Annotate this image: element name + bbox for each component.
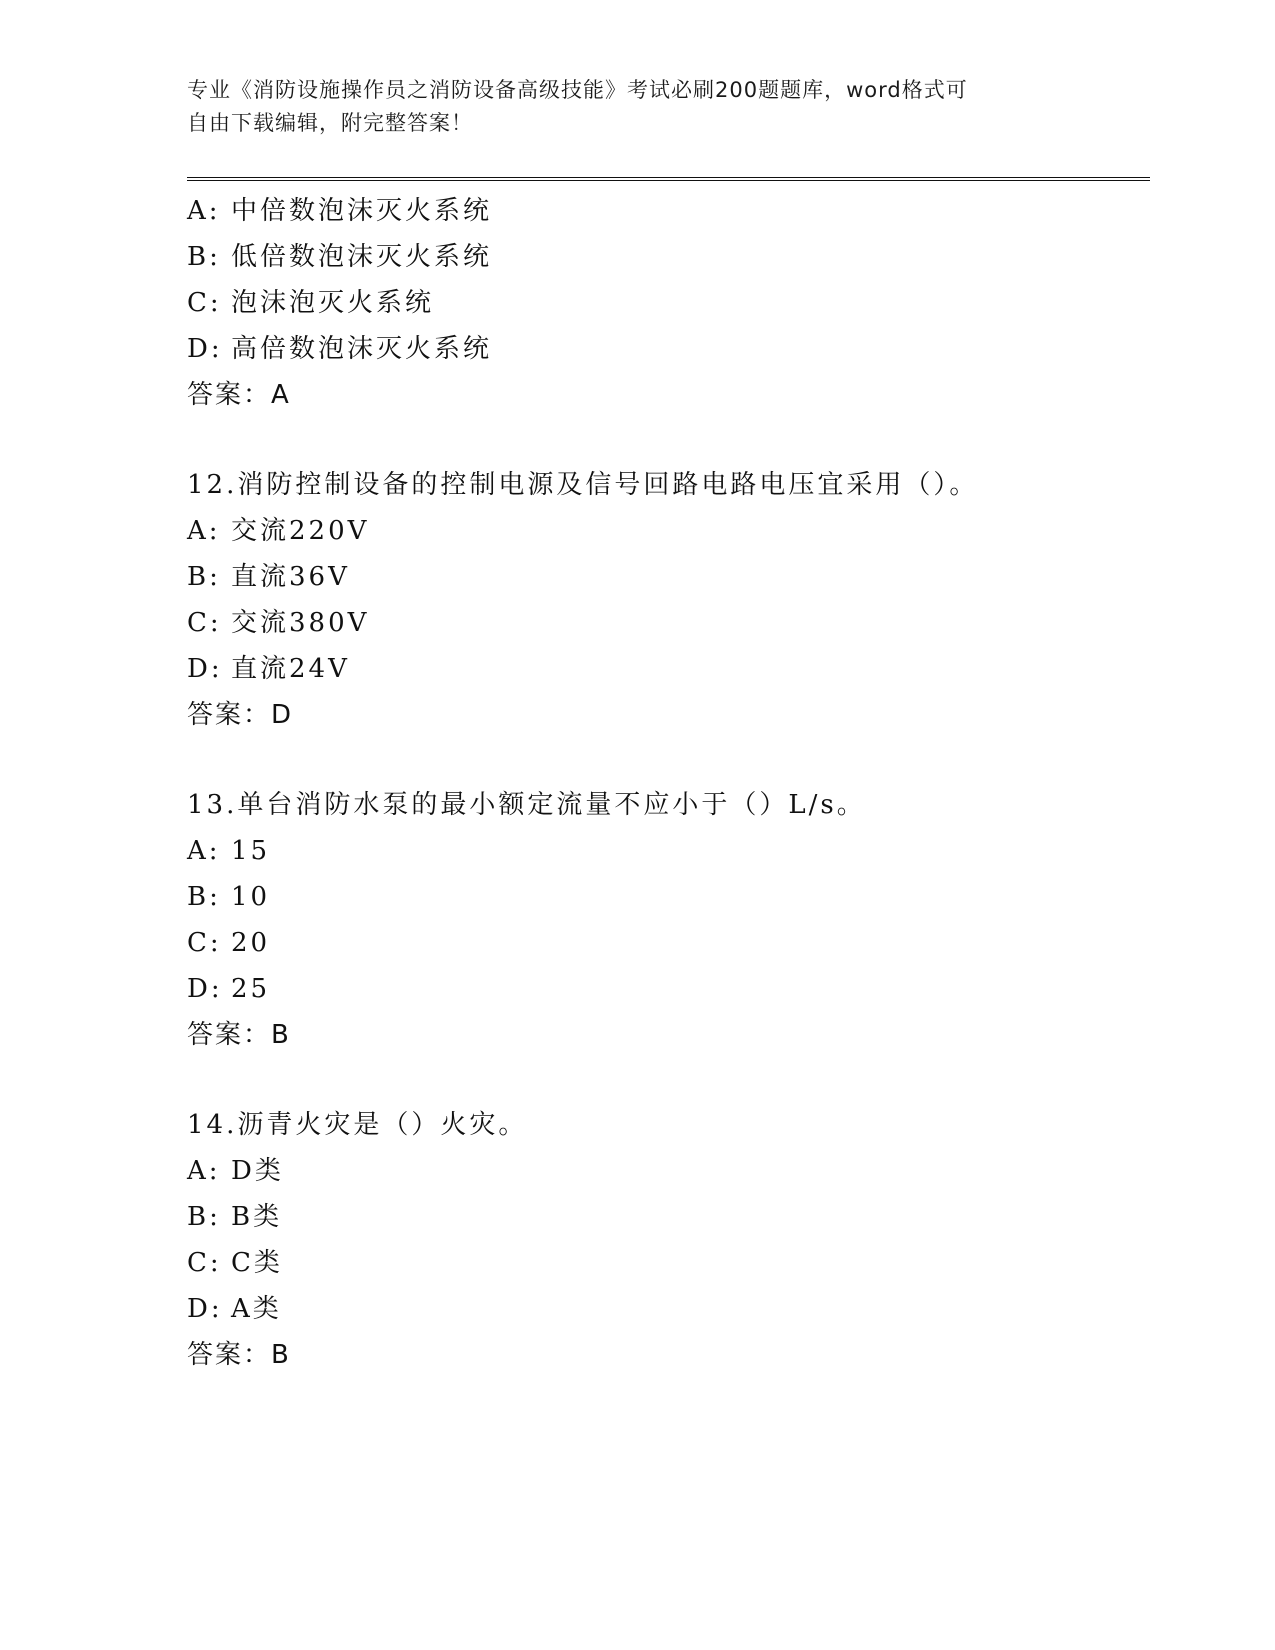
option-a: A: 中倍数泡沫灭火系统 (187, 196, 493, 226)
option-a: A: 交流220V (187, 516, 370, 546)
option-d: D: A类 (187, 1294, 282, 1324)
option-c: C: C类 (187, 1248, 283, 1278)
option-a: A: 15 (187, 836, 271, 866)
option-b: B: 10 (187, 882, 271, 912)
option-d: D: 高倍数泡沫灭火系统 (187, 334, 493, 364)
answer: 答案：B (187, 1340, 291, 1370)
header-divider (187, 177, 1150, 181)
option-d: D: 25 (187, 974, 271, 1004)
option-b: B: 低倍数泡沫灭火系统 (187, 242, 493, 272)
question-text: 13.单台消防水泵的最小额定流量不应小于（）L/s。 (187, 790, 866, 820)
option-a: A: D类 (187, 1156, 284, 1186)
header-line-2: 自由下载编辑，附完整答案！ (187, 111, 473, 135)
answer: 答案：B (187, 1020, 291, 1050)
option-b: B: 直流36V (187, 562, 350, 592)
answer: 答案：A (187, 380, 291, 410)
option-c: C: 交流380V (187, 608, 370, 638)
question-12 (187, 462, 1147, 738)
question-14 (187, 1102, 1147, 1378)
question-11 (187, 188, 1147, 418)
question-text: 14.沥青火灾是（）火灾。 (187, 1110, 528, 1140)
answer: 答案：D (187, 700, 294, 730)
question-list (187, 188, 1147, 1378)
document-header (187, 74, 1067, 140)
question-13 (187, 782, 1147, 1058)
option-d: D: 直流24V (187, 654, 350, 684)
question-text: 12.消防控制设备的控制电源及信号回路电路电压宜采用（）。 (187, 470, 979, 500)
option-c: C: 泡沫泡灭火系统 (187, 288, 435, 318)
option-b: B: B类 (187, 1202, 283, 1232)
header-line-1: 专业《消防设施操作员之消防设备高级技能》考试必刷200题题库，word格式可 (187, 78, 968, 102)
option-c: C: 20 (187, 928, 271, 958)
